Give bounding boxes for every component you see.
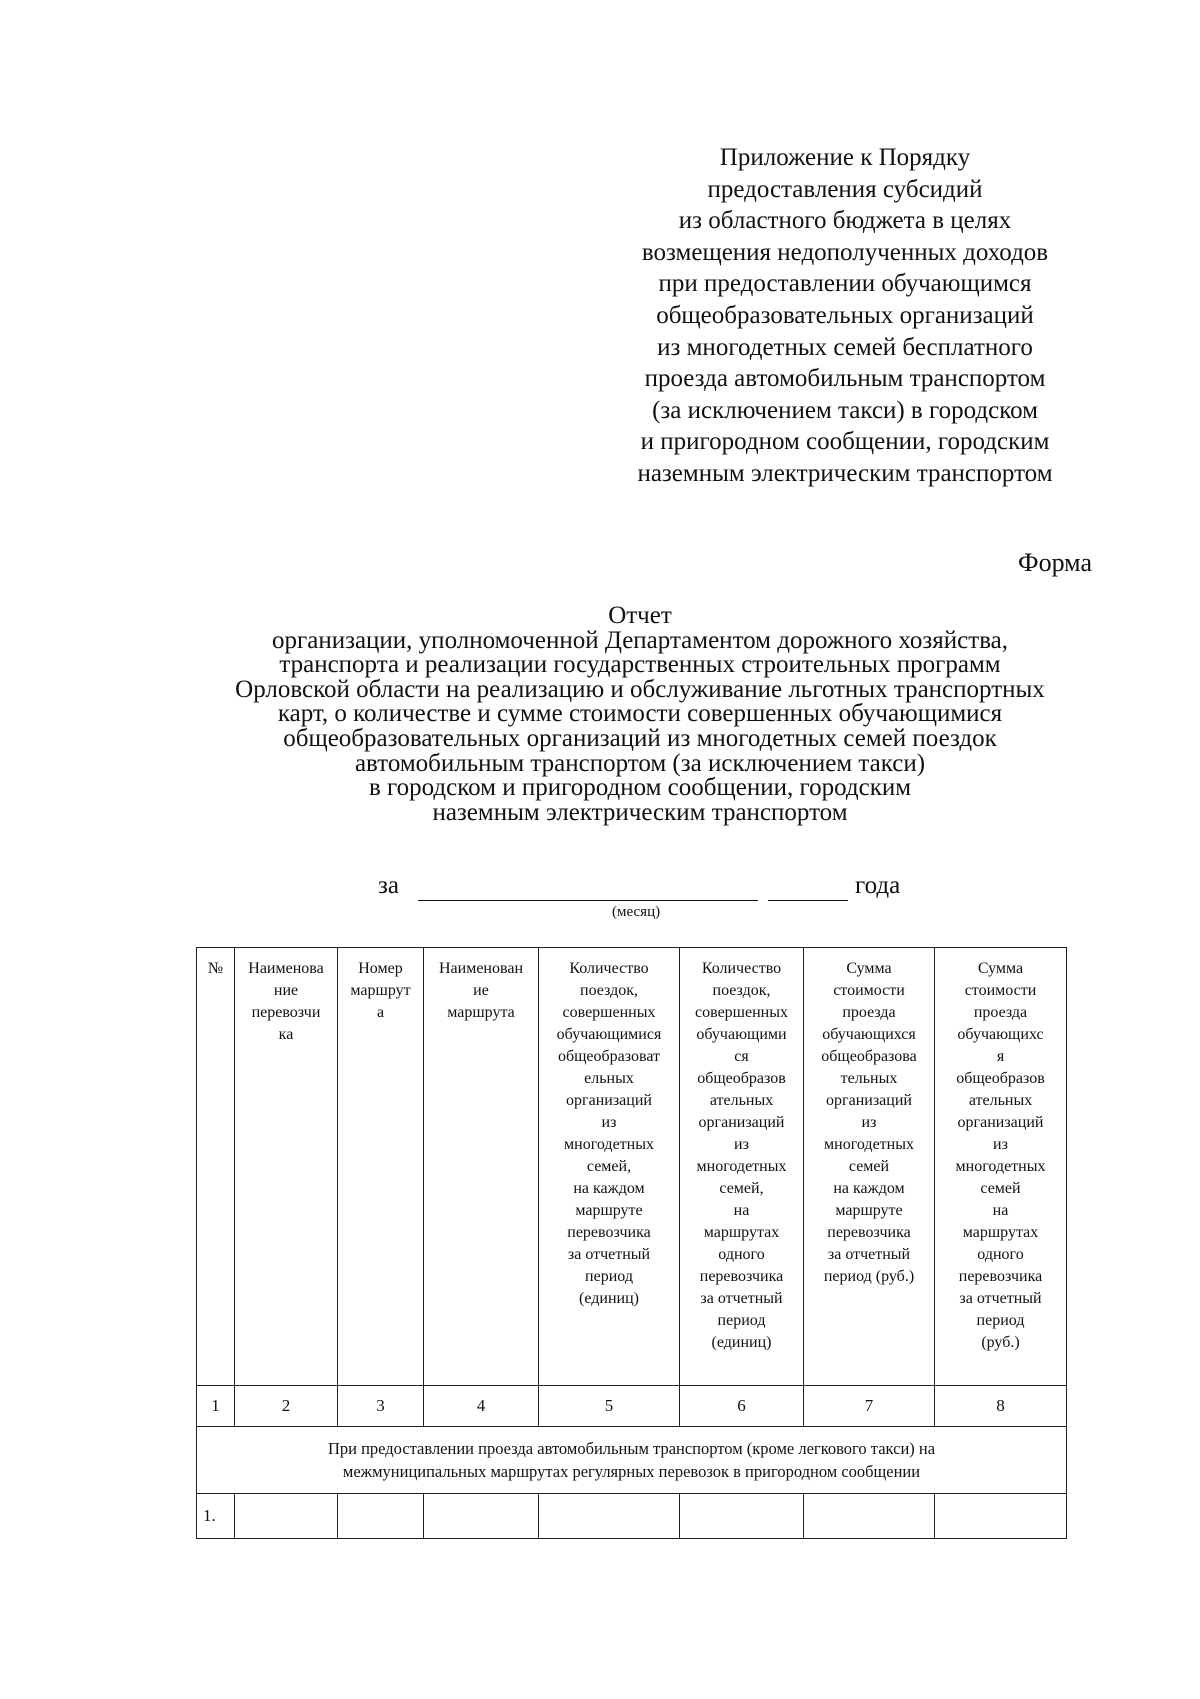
appendix-line: общеобразовательных организаций <box>656 301 1034 329</box>
column-number-cell: 1 <box>197 1386 235 1427</box>
year-blank-field[interactable] <box>768 900 848 901</box>
report-title-line: автомобильным транспортом (за исключением такси) <box>354 749 926 777</box>
report-title-line: организации, уполномоченной Департаментом дорожного хозяйства, <box>271 626 1009 654</box>
form-label: Форма <box>1018 548 1092 577</box>
report-title-line: Отчет <box>608 602 672 629</box>
table-row <box>197 1494 1067 1539</box>
report-title-line: в городском и пригородном сообщении, городским <box>368 774 912 802</box>
appendix-line: при предоставлении обучающимся <box>658 270 1032 298</box>
table-cell[interactable] <box>235 1494 338 1539</box>
month-caption: (месяц) <box>612 904 661 920</box>
table-cell[interactable] <box>539 1494 680 1539</box>
column-number-cell: 4 <box>424 1386 539 1427</box>
table-header-cell: Сумма стоимости проезда обучающихс я общеобразов ательных организаций из многодетных семей на маршрутах одного перевозчика за отчетный период (руб.) <box>935 948 1067 1386</box>
table-header-cell: Количество поездок, совершенных обучающимися общеобразоват ельных организаций из многодетных семей, на каждом маршруте перевозчика за отчетный период (единиц) <box>539 948 680 1386</box>
column-number-cell: 2 <box>235 1386 338 1427</box>
report-title-line: общеобразовательных организаций из многодетных семей поездок <box>283 724 997 752</box>
table-header-cell: Сумма стоимости проезда обучающихся общеобразова тельных организаций из многодетных семей на каждом маршруте перевозчика за отчетный период (руб.) <box>804 948 935 1386</box>
appendix-line: возмещения недополученных доходов <box>641 238 1049 266</box>
section-row <box>197 1427 1067 1494</box>
appendix-block <box>610 142 1080 490</box>
report-title-line: карт, о количестве и сумме стоимости совершенных обучающимися <box>277 700 1003 728</box>
report-title-line: наземным электрическим транспортом <box>432 798 848 826</box>
report-title-line: транспорта и реализации государственных строительных программ <box>279 651 1001 679</box>
month-blank-field[interactable] <box>418 900 758 901</box>
appendix-line: из многодетных семей бесплатного <box>657 333 1033 361</box>
table-header-cell: Наименован ие маршрута <box>424 948 539 1386</box>
report-title <box>170 604 1110 825</box>
table-cell[interactable] <box>338 1494 424 1539</box>
period-suffix: года <box>855 872 901 899</box>
table-cell[interactable] <box>680 1494 804 1539</box>
report-title-line: Орловской области на реализацию и обслуживание льготных транспортных <box>235 675 1045 703</box>
appendix-line: Приложение к Порядку <box>719 144 971 171</box>
table-cell[interactable] <box>935 1494 1067 1539</box>
table-header-cell: № <box>197 948 235 1386</box>
column-number-cell: 5 <box>539 1386 680 1427</box>
report-table <box>196 947 1067 1539</box>
table-header-row <box>197 948 1067 1386</box>
row-number-cell: 1. <box>197 1494 235 1539</box>
appendix-line: проезда автомобильным транспортом <box>644 365 1046 393</box>
table-header-cell: Наименова ние перевозчи ка <box>235 948 338 1386</box>
appendix-line: и пригородном сообщении, городским <box>640 428 1050 456</box>
period-prefix: за <box>378 872 399 899</box>
table-header-cell: Номер маршрут а <box>338 948 424 1386</box>
column-number-cell: 7 <box>804 1386 935 1427</box>
table-header-cell: Количество поездок, совершенных обучающими ся общеобразов ательных организаций из многодетных семей, на маршрутах одного перевозчика за отчетный период (единиц) <box>680 948 804 1386</box>
table-cell[interactable] <box>424 1494 539 1539</box>
appendix-line: (за исключением такси) в городском <box>652 396 1038 424</box>
appendix-line: из областного бюджета в целях <box>678 207 1012 235</box>
table-cell[interactable] <box>804 1494 935 1539</box>
section-title-cell: При предоставлении проезда автомобильным транспортом (кроме легкового такси) на межмуниципальных маршрутах регулярных перевозок в пригородном сообщении <box>197 1427 1067 1494</box>
appendix-line: предоставления субсидий <box>707 175 983 203</box>
column-number-cell: 6 <box>680 1386 804 1427</box>
column-number-row <box>197 1386 1067 1427</box>
column-number-cell: 8 <box>935 1386 1067 1427</box>
appendix-line: наземным электрическим транспортом <box>637 459 1053 487</box>
column-number-cell: 3 <box>338 1386 424 1427</box>
